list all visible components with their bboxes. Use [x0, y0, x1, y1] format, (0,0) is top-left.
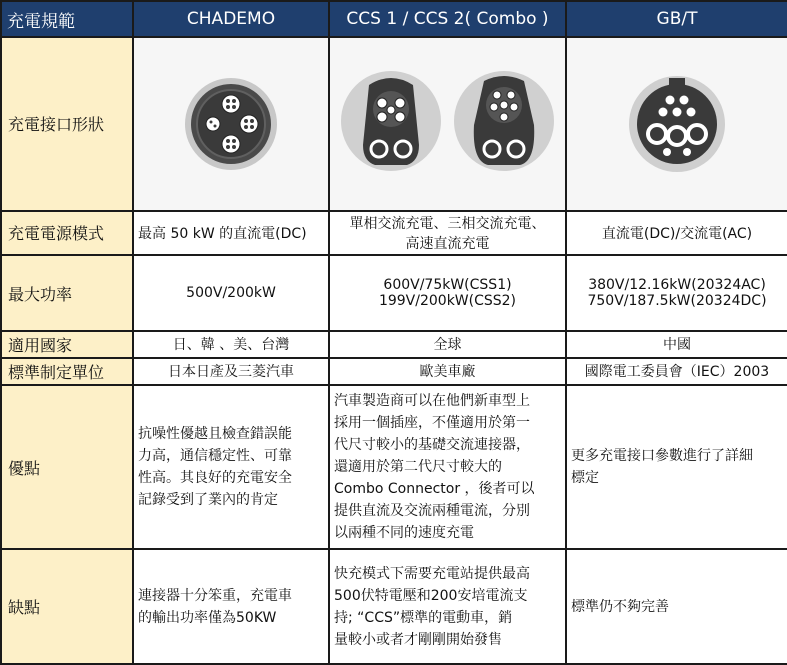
ccs-disadvantages-line: 500伏特電壓和200安培電流支	[334, 587, 528, 604]
ccs-advantages-line: 還適用於第二代尺寸較大的	[334, 459, 502, 476]
row-disadvantages	[1, 549, 787, 664]
ccs-disadvantages-line: 量較小或者才剛剛開始發售	[334, 631, 502, 648]
gbt-max-power-line2: 750V/187.5kW(20324DC)	[587, 293, 767, 310]
chademo-image-cell	[133, 37, 329, 211]
gbt-countries: 中國	[566, 331, 787, 357]
chademo-advantages-line: 性高。其良好的充電安全	[138, 470, 292, 487]
ccs-advantages-line: 提供直流及交流兩種電流，分別	[334, 503, 530, 520]
row-label-connector-shape: 充電接口形狀	[1, 37, 133, 211]
row-countries	[1, 331, 787, 357]
chademo-source-mode: 最高 50 kW 的直流電(DC)	[133, 211, 329, 255]
gbt-advantages-line: 標定	[571, 470, 599, 487]
header-gbt: GB/T	[566, 1, 787, 37]
ccs-advantages-line: 以兩種不同的速度充電	[334, 525, 474, 542]
ccs-advantages-line: Combo Connector ，後者可以	[334, 481, 535, 498]
ccs-source-mode	[329, 211, 566, 255]
chademo-countries: 日、韓 、美、台灣	[133, 331, 329, 357]
chademo-advantages	[133, 385, 329, 550]
header-chademo: CHADEMO	[133, 1, 329, 37]
row-label-source-mode: 充電電源模式	[1, 211, 133, 255]
gbt-advantages-line: 更多充電接口參數進行了詳細	[571, 448, 753, 465]
gbt-disadvantages-line: 標準仍不夠完善	[571, 598, 669, 615]
ccs2-connector-icon	[450, 65, 558, 183]
row-advantages	[1, 385, 787, 550]
header-spec: 充電規範	[1, 1, 133, 37]
chademo-advantages-line: 記錄受到了業內的肯定	[138, 492, 278, 509]
ccs-image-cell	[329, 37, 566, 211]
row-label-advantages: 優點	[1, 385, 133, 550]
row-source-mode	[1, 211, 787, 255]
gbt-max-power	[566, 255, 787, 331]
chademo-advantages-line: 力高，通信穩定性、可靠	[138, 448, 292, 465]
row-connector-shape	[1, 37, 787, 211]
row-max-power	[1, 255, 787, 331]
ccs-disadvantages-line: 持; “CCS”標準的電動車，銷	[334, 609, 513, 626]
ccs1-connector-icon	[337, 65, 445, 183]
ccs-standard-body: 歐美車廠	[329, 358, 566, 385]
gbt-connector-icon	[625, 72, 729, 176]
chademo-disadvantages-line: 連接器十分笨重，充電車	[138, 587, 292, 604]
ccs-disadvantages-line: 快充模式下需要充電站提供最高	[334, 565, 530, 582]
gbt-advantages	[566, 385, 787, 550]
row-label-disadvantages: 缺點	[1, 549, 133, 664]
ccs-advantages-line: 採用一個插座，不僅適用於第一	[334, 415, 530, 432]
chademo-connector-icon	[181, 74, 281, 174]
ccs-max-power-line1: 600V/75kW(CSS1)	[383, 277, 512, 294]
gbt-image-cell	[566, 37, 787, 211]
ccs-advantages-line: 汽車製造商可以在他們新車型上	[334, 393, 530, 410]
header-row	[1, 1, 787, 37]
chademo-disadvantages	[133, 549, 329, 664]
row-standard-body	[1, 358, 787, 385]
gbt-source-mode: 直流電(DC)/交流電(AC)	[566, 211, 787, 255]
chademo-standard-body: 日本日產及三菱汽車	[133, 358, 329, 385]
ccs-disadvantages	[329, 549, 566, 664]
row-label-countries: 適用國家	[1, 331, 133, 357]
chademo-max-power: 500V/200kW	[133, 255, 329, 331]
gbt-max-power-line1: 380V/12.16kW(20324AC)	[588, 277, 766, 294]
chademo-advantages-line: 抗噪性優越且檢查錯誤能	[138, 426, 292, 443]
gbt-standard-body: 國際電工委員會（IEC）2003	[566, 358, 787, 385]
ccs-advantages-line: 代尺寸較小的基礎交流連接器，	[334, 437, 530, 454]
ccs-source-mode-line2: 高速直流充電	[405, 235, 490, 252]
ccs-max-power	[329, 255, 566, 331]
ccs-countries: 全球	[329, 331, 566, 357]
chademo-disadvantages-line: 的輸出功率僅為50KW	[138, 609, 277, 626]
row-label-max-power: 最大功率	[1, 255, 133, 331]
ccs-source-mode-line1: 單相交流充電、三相交流充電、	[349, 215, 546, 232]
gbt-disadvantages	[566, 549, 787, 664]
header-ccs: CCS 1 / CCS 2( Combo )	[329, 1, 566, 37]
ccs-advantages	[329, 385, 566, 550]
ccs-max-power-line2: 199V/200kW(CSS2)	[378, 293, 517, 310]
row-label-standard-body: 標準制定單位	[1, 358, 133, 385]
